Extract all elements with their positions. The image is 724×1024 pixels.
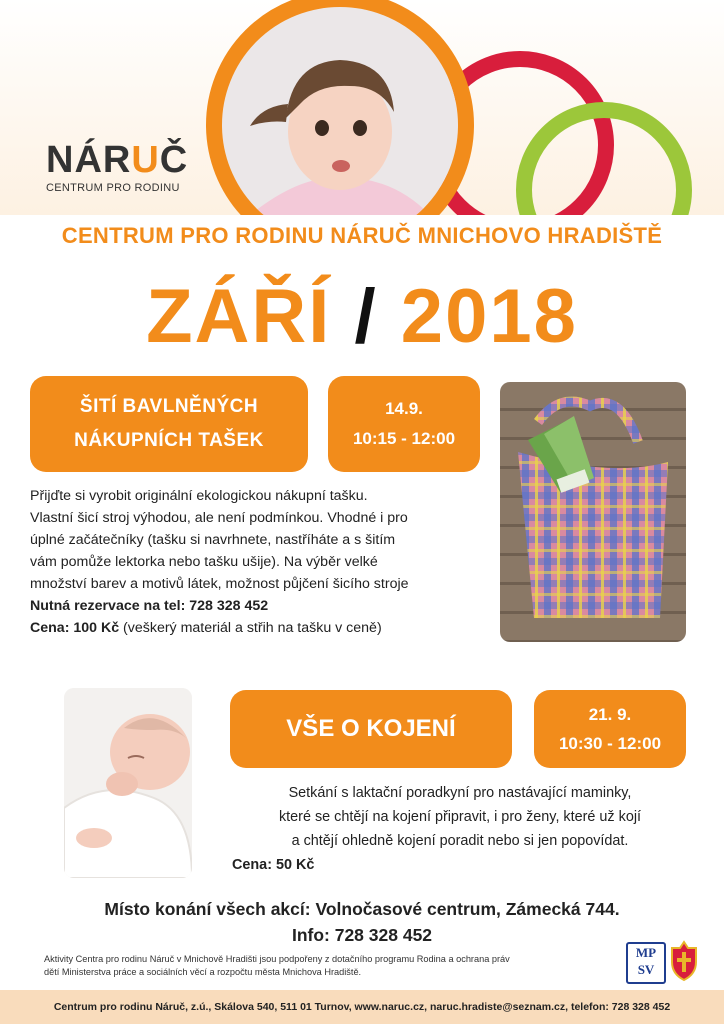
shopping-bag-illustration	[500, 382, 686, 642]
event1-price-note: (veškerý materiál a střih na tašku v ceně)	[119, 620, 382, 636]
event2-price: Cena: 50 Kč	[232, 857, 315, 873]
footer-contact: Centrum pro rodinu Náruč, z.ú., Skálova 540, 511 01 Turnov, www.naruc.cz, naruc.hradiste@seznam.cz, telefon: 728 328 452	[53, 1001, 671, 1013]
month-title	[0, 272, 724, 362]
event1-time: 10:15 - 12:00	[352, 429, 456, 448]
funding-note: Aktivity Centra pro rodinu Náruč v Mnichově Hradišti jsou podpořeny z dotačního programu Rodina a ochrana práv dětí Ministerstva práce a sociálních věcí a rozpočtu města Mnichova Hradiště.	[44, 954, 510, 977]
event1-date: 14.9.	[385, 399, 423, 418]
event2-time-badge	[534, 690, 686, 768]
event2-desc-line: a chtějí ohledně kojení poradit nebo si jen popovídat.	[291, 833, 629, 849]
logo-o-mark: U	[131, 139, 160, 181]
venue-info	[0, 896, 724, 948]
newborn-photo	[64, 688, 192, 878]
event2-desc-line: které se chtějí na kojení připravit, i pro ženy, které už kojí	[278, 809, 642, 825]
event2-date: 21. 9.	[588, 705, 632, 724]
event2-description	[230, 781, 690, 877]
event1-description	[30, 485, 500, 639]
event1-title-badge	[30, 376, 308, 472]
event1-desc-line: množství barev a motivů látek, možnost půjčení šicího stroje	[30, 576, 409, 592]
month-name: ZÁŘÍ	[146, 274, 332, 359]
event1-desc-line: úplné začátečníky (tašku si navrhnete, nastříháte a s šitím	[30, 532, 396, 548]
shopping-bag-photo	[500, 382, 686, 642]
event1-reservation: Nutná rezervace na tel: 728 328 452	[30, 598, 269, 614]
mpsv-logo: MP SV	[626, 942, 666, 984]
event2-title-badge: VŠE O KOJENÍ	[230, 690, 512, 768]
event1-desc-line: vám pomůže lektorka nebo tašku ušije). Na výběr velké	[30, 554, 378, 570]
venue-phone: Info: 728 328 452	[291, 925, 433, 945]
event1-desc-line: Vlastní šicí stroj výhodou, ale není podmínkou. Vhodné i pro	[30, 510, 408, 526]
event1-price: Cena: 100 Kč	[30, 620, 120, 636]
event1-desc-line: Přijďte si vyrobit originální ekologickou nákupní tašku.	[30, 488, 368, 504]
month-year: 2018	[400, 274, 578, 359]
event2-desc-line: Setkání s laktační poradkyní pro nastávající maminky,	[288, 785, 632, 801]
logo-name: NÁRUČ	[46, 139, 189, 181]
event1-title-line1: ŠITÍ BAVLNĚNÝCH	[79, 396, 259, 417]
naruc-logo	[46, 140, 206, 194]
event1-title-line2: NÁKUPNÍCH TAŠEK	[74, 430, 264, 451]
venue-line: Místo konání všech akcí: Volnočasové centrum, Zámecká 744.	[104, 899, 620, 919]
town-crest-icon	[668, 940, 700, 982]
month-slash: /	[354, 274, 378, 359]
footer-bar	[0, 990, 724, 1024]
newborn-illustration	[64, 688, 192, 878]
page-headline: CENTRUM PRO RODINU NÁRUČ MNICHOVO HRADIŠTĚ	[61, 223, 663, 248]
logo-subtitle: CENTRUM PRO RODINU	[46, 182, 180, 194]
event2-time: 10:30 - 12:00	[558, 734, 662, 753]
event1-time-badge	[328, 376, 480, 472]
